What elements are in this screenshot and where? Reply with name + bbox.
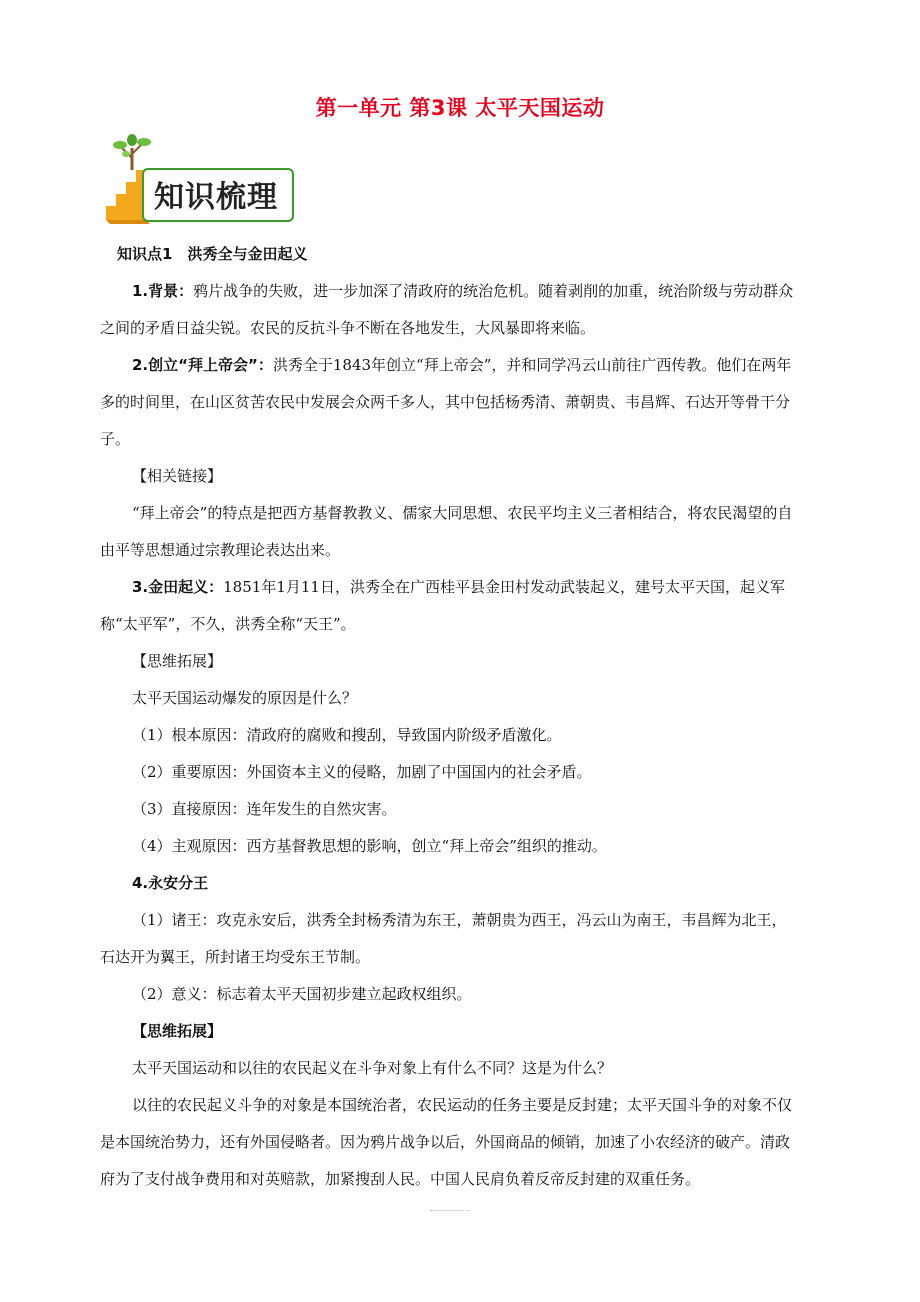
document-body	[100, 236, 800, 1198]
knowledge-point-heading: 知识点1 洪秀全与金田起义	[117, 245, 308, 263]
cause-item-1: （1）根本原因：清政府的腐败和搜刮，导致国内阶级矛盾激化。	[132, 726, 562, 744]
related-link-heading: 【相关链接】	[132, 467, 223, 485]
paragraph-background	[100, 273, 800, 347]
thinking-extension-heading-1: 【思维拓展】	[132, 652, 223, 670]
cause-item-3: （3）直接原因：连年发生的自然灾害。	[132, 800, 397, 818]
background-text: 鸦片战争的失败，进一步加深了清政府的统治危机。随着剥削的加重，统治阶级与劳动群众之间的矛盾日益尖锐。农民的反抗斗争不断在各地发生，大风暴即将来临。	[100, 282, 794, 337]
paragraph-god-society	[100, 347, 800, 458]
god-society-label: 2.创立“拜上帝会”：	[132, 356, 273, 374]
footer-divider	[430, 1210, 470, 1211]
knowledge-banner	[100, 134, 296, 226]
page-title: 第一单元 第3课 太平天国运动	[315, 96, 605, 120]
yongan-item-1: （1）诸王：攻克永安后，洪秀全封杨秀清为东王，萧朝贵为西王，冯云山为南王，韦昌辉为北王，石达开为翼王，所封诸王均受东王节制。	[100, 911, 787, 966]
thinking-answer-2: 以往的农民起义斗争的对象是本国统治者，农民运动的任务主要是反封建；太平天国斗争的对象不仅是本国统治势力，还有外国侵略者。因为鸦片战争以后，外国商品的倾销，加速了小农经济的破产。清政府为了支付战争费用和对英赔款，加紧搜刮人民。中国人民肩负着反帝反封建的双重任务。	[100, 1096, 793, 1188]
thinking-question-2: 太平天国运动和以往的农民起义在斗争对象上有什么不同？这是为什么？	[132, 1059, 613, 1077]
yongan-heading: 4.永安分王	[132, 874, 209, 892]
yongan-item-2: （2）意义：标志着太平天国初步建立起政权组织。	[132, 985, 472, 1003]
cause-item-4: （4）主观原因：西方基督教思想的影响，创立“拜上帝会”组织的推动。	[132, 837, 607, 855]
thinking-question-1: 太平天国运动爆发的原因是什么？	[132, 689, 358, 707]
jintian-label: 3.金田起义：	[132, 578, 224, 596]
cause-item-2: （2）重要原因：外国资本主义的侵略，加剧了中国国内的社会矛盾。	[132, 763, 592, 781]
jintian-text: 1851年1月11日，洪秀全在广西桂平县金田村发动武装起义，建号太平天国，起义军称“太平军”，不久，洪秀全称“天王”。	[100, 578, 785, 633]
background-label: 1.背景：	[132, 282, 194, 300]
banner-label: 知识梳理	[154, 180, 278, 215]
paragraph-jintian-uprising	[100, 569, 800, 643]
thinking-extension-heading-2: 【思维拓展】	[132, 1022, 223, 1040]
related-link-text: “拜上帝会”的特点是把西方基督教教义、儒家大同思想、农民平均主义三者相结合，将农民渴望的自由平等思想通过宗教理论表达出来。	[100, 504, 793, 559]
god-society-text: 洪秀全于1843年创立“拜上帝会”，并和同学冯云山前往广西传教。他们在两年多的时间里，在山区贫苦农民中发展会众两千多人，其中包括杨秀清、萧朝贵、韦昌辉、石达开等骨干分子。	[100, 356, 792, 448]
